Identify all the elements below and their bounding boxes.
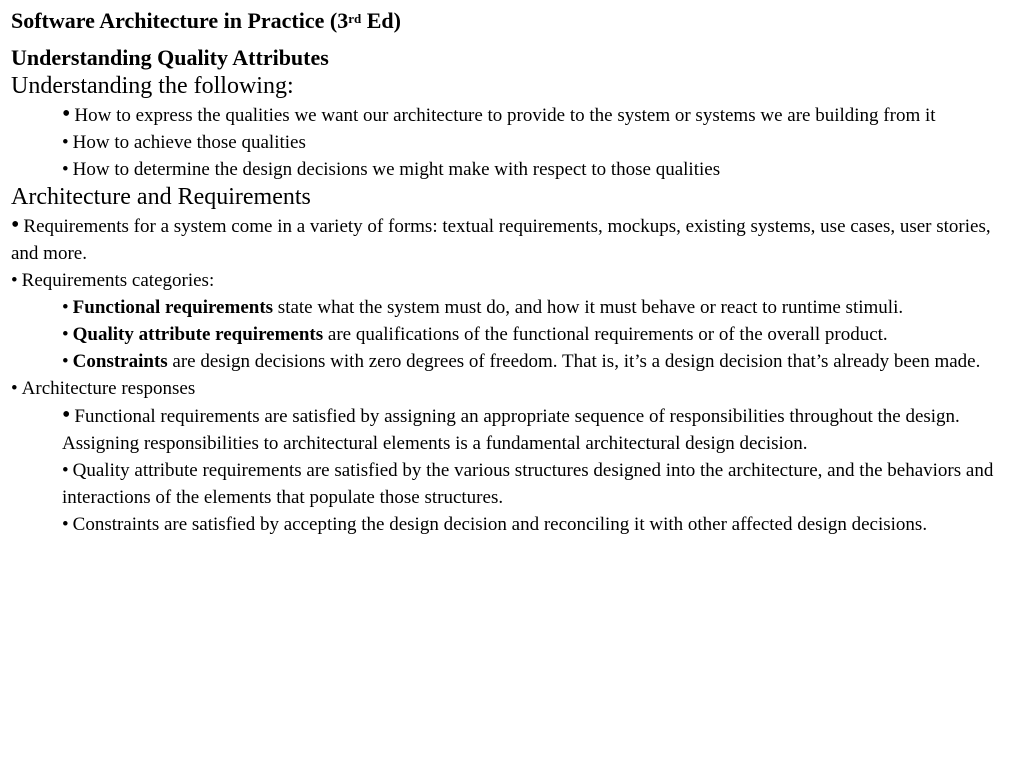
page-subtitle: Understanding Quality Attributes	[11, 45, 329, 70]
title-end: Ed)	[361, 8, 401, 33]
category-description: state what the system must do, and how it must behave or react to runtime stimuli.	[273, 297, 904, 318]
list-item-text: Requirements categories:	[21, 270, 215, 291]
bullet-icon: •	[62, 351, 69, 372]
list-item	[62, 294, 1014, 321]
list-item	[62, 457, 1014, 511]
category-description: are qualifications of the functional requirements or of the overall product.	[323, 324, 888, 345]
title-main: Software Architecture in Practice (3	[11, 8, 349, 33]
list-item-text: How to achieve those qualities	[72, 132, 306, 153]
list-item-intro	[11, 212, 1014, 267]
title-superscript: rd	[348, 11, 362, 26]
section-heading-understanding: Understanding the following:	[11, 73, 294, 99]
list-item-text: Constraints are satisfied by accepting the design decision and reconciling it with other affected design decisions.	[72, 514, 928, 535]
bullet-icon: •	[11, 270, 18, 291]
list-item-text: Architecture responses	[21, 378, 196, 399]
list-item	[62, 348, 1014, 375]
list-item	[62, 321, 1014, 348]
list-item-text: How to express the qualities we want our architecture to provide to the system or systems we are building from it	[74, 105, 936, 126]
category-term: Functional requirements	[72, 297, 274, 318]
list-item	[62, 129, 1014, 156]
category-term: Constraints	[72, 351, 168, 372]
category-term: Quality attribute requirements	[72, 324, 324, 345]
list-item	[62, 156, 1014, 183]
list-item	[62, 101, 1014, 129]
section-heading-architecture: Architecture and Requirements	[11, 184, 311, 210]
list-item-text: Quality attribute requirements are satisfied by the various structures designed into the architecture, and the behaviors and interactions of the elements that populate those structures.	[62, 460, 994, 508]
list-item-text: Functional requirements are satisfied by assigning an appropriate sequence of responsibilities throughout the design. Assigning responsibilities to architectural elements is a fundamental architectural design decision.	[62, 406, 960, 454]
list-item-text: Requirements for a system come in a variety of forms: textual requirements, mockups, existing systems, use cases, user stories, and more.	[11, 216, 991, 264]
list-item-text: How to determine the design decisions we might make with respect to those qualities	[72, 159, 721, 180]
bullet-icon: •	[62, 132, 69, 153]
bullet-icon: •	[11, 378, 18, 399]
list-item	[62, 402, 1014, 457]
bullet-icon: •	[62, 460, 69, 481]
bullet-icon: •	[62, 297, 69, 318]
responses-list	[11, 402, 1014, 538]
bullet-icon: •	[62, 402, 71, 428]
category-description: are design decisions with zero degrees of freedom. That is, it’s a design decision that’s already been made.	[167, 351, 981, 372]
understanding-list	[11, 101, 1014, 183]
bullet-icon: •	[62, 514, 69, 535]
bullet-icon: •	[62, 324, 69, 345]
categories-list	[11, 294, 1014, 375]
list-item	[62, 511, 1014, 538]
list-item-categories	[11, 267, 1014, 294]
bullet-icon: •	[62, 101, 71, 127]
page-title	[11, 6, 1014, 36]
bullet-icon: •	[11, 212, 20, 238]
bullet-icon: •	[62, 159, 69, 180]
slide-content	[11, 6, 1014, 538]
list-item-responses	[11, 375, 1014, 402]
